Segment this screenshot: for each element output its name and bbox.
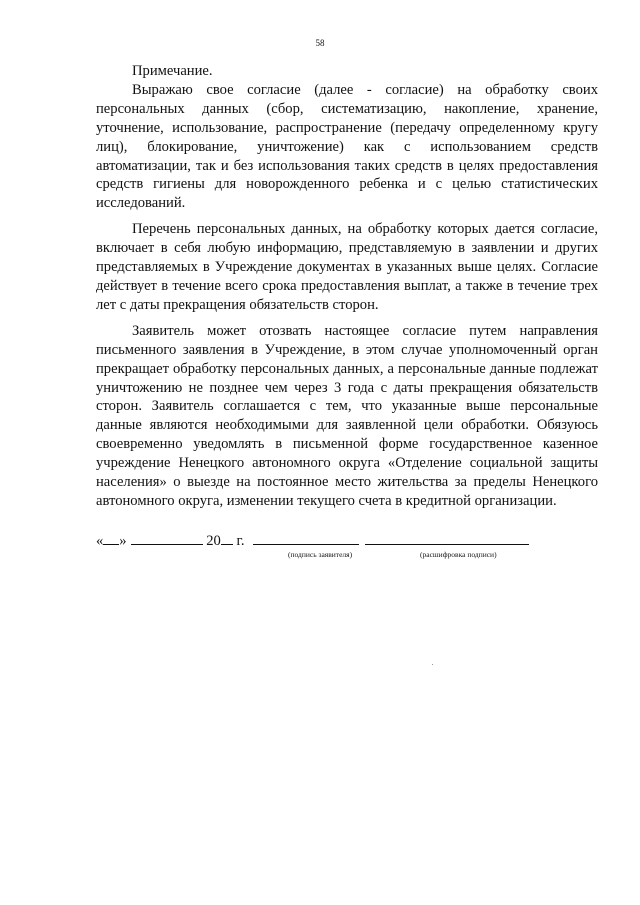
signature-decode-caption: (расшифровка подписи)	[420, 550, 497, 559]
day-blank[interactable]	[103, 530, 119, 545]
data-scope-paragraph: Перечень персональных данных, на обработку которых дается согласие, включает в себя любую информацию, представляемую в заявлении и других представляемых в Учреждение документах в указанных выше целях. Согласие действует в течение всего срока предоставления выплат, а также в течение трех лет с даты прекращения обязательств сторон.	[96, 221, 598, 313]
signature-decode-blank[interactable]	[365, 530, 529, 545]
scan-speck	[432, 664, 433, 665]
year-suffix: г.	[236, 533, 245, 549]
quote-open: «	[96, 533, 104, 549]
signature-blank[interactable]	[253, 530, 359, 545]
withdrawal-paragraph: Заявитель может отозвать настоящее согласие путем направления письменного заявления в Учреждение, в этом случае уполномоченный орган прекращает обработку персональных данных, а персональные данные подлежат уничтожению не позднее чем через 3 года с даты прекращения обязательств сторон. Заявитель соглашается с тем, что указанные выше персональные данные являются необходимыми для заявленной цели обработки. Обязуюсь своевременно уведомлять в письменной форме государственное казенное учреждение Ненецкого автономного округа «Отделение социальной защиты населения» о выезде на постоянное место жительства за пределы Ненецкого автономного округа, изменении текущего счета в кредитной организации.	[96, 322, 598, 509]
note-title: Примечание.	[132, 63, 213, 79]
year-blank[interactable]	[221, 530, 233, 545]
signature-line	[96, 530, 598, 550]
consent-paragraph: Выражаю свое согласие (далее - согласие) на обработку своих персональных данных (сбор, систематизацию, накопление, хранение, уточнение, использование, распространение (передачу определенному кругу лиц), блокирование, уничтожение) как с использованием средств автоматизации, так и без использования таких средств в целях предоставления средств гигиены для новорожденного ребенка и с целью статистических исследований.	[96, 81, 598, 212]
month-blank[interactable]	[131, 530, 203, 545]
page-number: 58	[315, 38, 325, 48]
signature-caption: (подпись заявителя)	[288, 550, 353, 559]
consent-note	[96, 62, 598, 518]
quote-close: »	[119, 533, 127, 549]
year-prefix: 20	[206, 533, 221, 549]
